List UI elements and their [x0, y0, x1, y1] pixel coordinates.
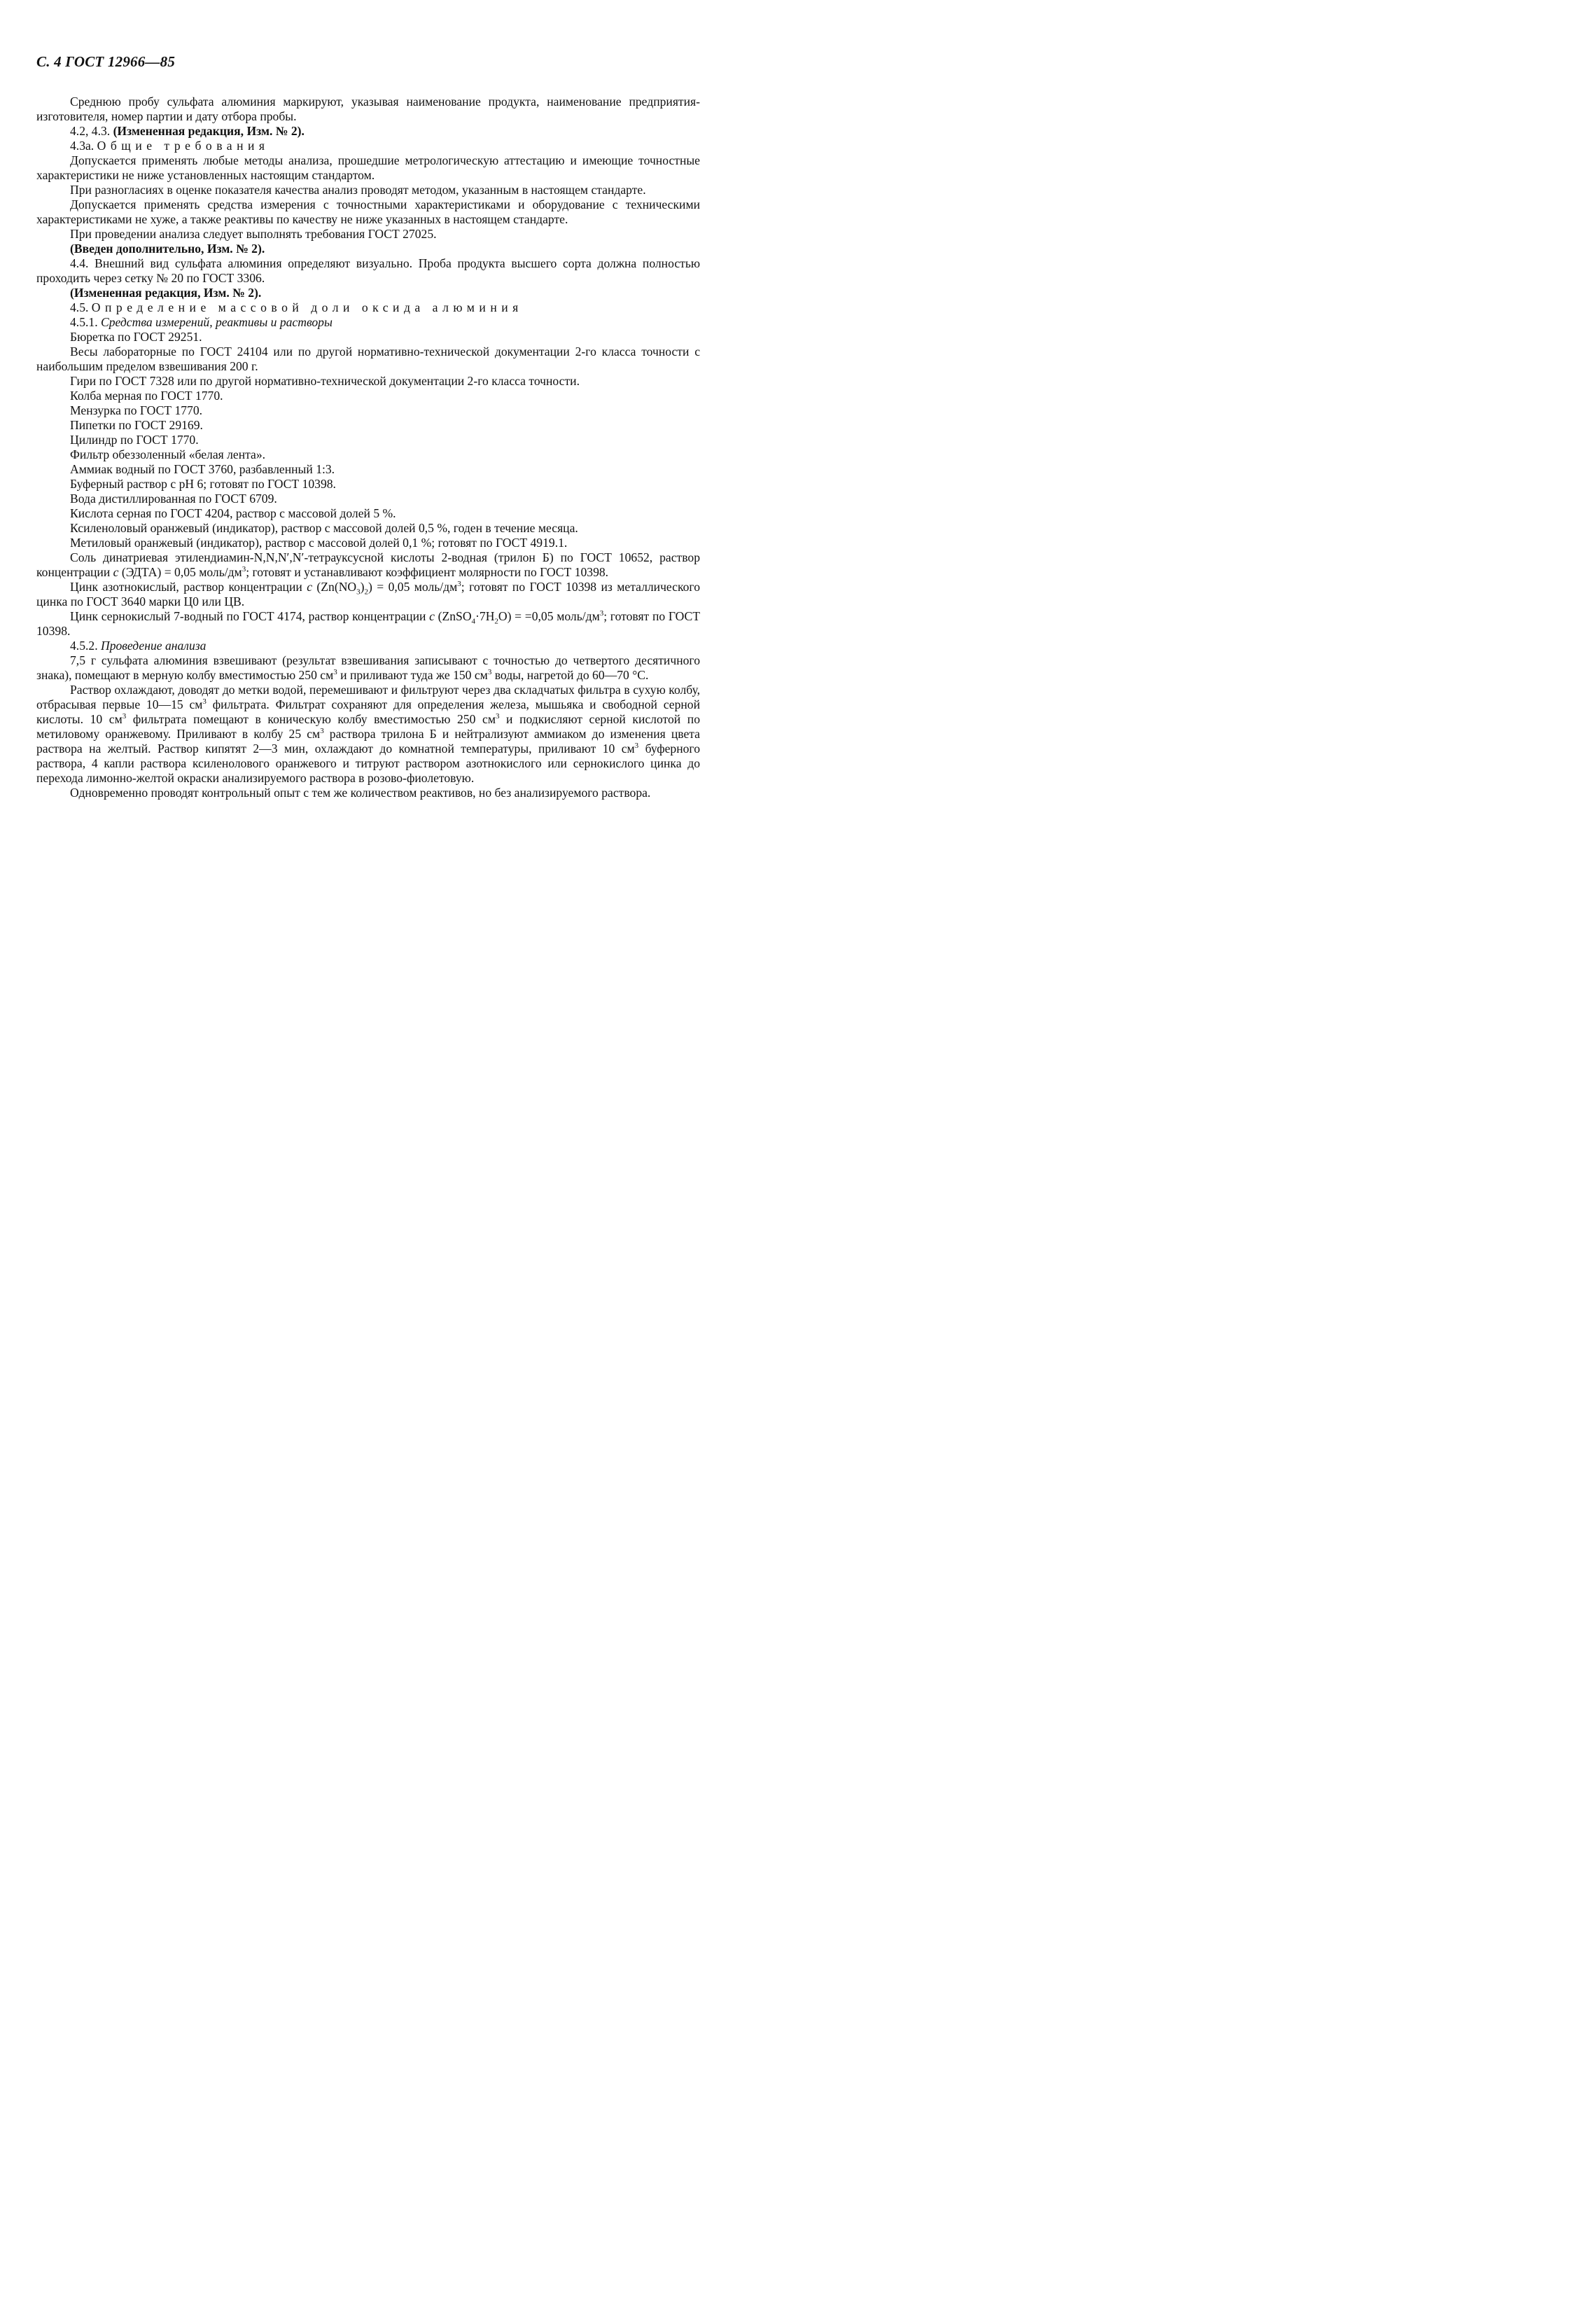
subscript: 2 — [364, 587, 368, 597]
list-item: Метиловый оранжевый (индикатор), раствор с массовой долей 0,1 %; готовят по ГОСТ 4919.1. — [70, 536, 568, 550]
paragraph: При разногласиях в оценке показателя качества анализ проводят методом, указанным в настоящем стандарте. — [70, 183, 646, 197]
superscript: 3 — [333, 668, 337, 677]
text-run: фильтрата помещают в коническую колбу вместимостью 250 см — [126, 712, 496, 726]
paragraph: Допускается применять средства измерения с точностными характеристиками и оборудование с техническими характеристиками не хуже, а также реактивы по качеству не ниже указанных в настоящем стандарте. — [36, 197, 700, 226]
list-item-trilon — [36, 550, 700, 580]
list-item: Весы лабораторные по ГОСТ 24104 или по другой нормативно-технической документации 2-го класса точности с наибольшим пределом взвешивания 200 г. — [36, 345, 700, 373]
superscript: 3 — [634, 742, 639, 751]
superscript: 3 — [122, 712, 127, 721]
document-page — [0, 0, 753, 1098]
paragraph: При проведении анализа следует выполнять требования ГОСТ 27025. — [70, 227, 437, 241]
paragraph-titration — [36, 683, 700, 786]
list-item-zinc-nitrate — [36, 580, 700, 609]
text-run: ) = 0,05 моль/дм — [368, 580, 458, 594]
section-title: Определение массовой доли оксида алюминия — [91, 300, 523, 314]
list-item: Фильтр обеззоленный «белая лента». — [70, 447, 266, 461]
text-run: ; готовят по ГОСТ 10398 из металлического цинка по ГОСТ 3640 марки Ц0 или ЦВ. — [36, 580, 700, 608]
subsection-heading-instruments — [36, 315, 700, 330]
superscript: 3 — [242, 565, 246, 574]
list-item: Кислота серная по ГОСТ 4204, раствор с массовой долей 5 %. — [70, 506, 396, 520]
text-run: и приливают туда же 150 см — [337, 668, 488, 682]
list-item: Аммиак водный по ГОСТ 3760, разбавленный 1:3. — [70, 462, 335, 476]
subsection-number: 4.5.1. — [70, 315, 98, 329]
amendment-note — [36, 124, 700, 139]
document-body — [36, 95, 700, 800]
superscript: 3 — [495, 712, 500, 721]
subsection-title: Проведение анализа — [101, 639, 207, 653]
list-item: Мензурка по ГОСТ 1770. — [70, 403, 203, 417]
amendment-note: (Введен дополнительно, Изм. № 2). — [70, 242, 265, 256]
page-header: С. 4 ГОСТ 12966—85 — [36, 53, 176, 70]
text-run: 7,5 г сульфата алюминия взвешивают (результат взвешивания записывают с точностью до четвертого десятичного знака), помещают в мерную колбу вместимостью 250 см — [36, 653, 700, 682]
superscript: 3 — [599, 609, 604, 618]
section-heading-alumina — [36, 300, 700, 315]
paragraph: Допускается применять любые методы анализа, прошедшие метрологическую аттестацию и имеющие точностные характеристики не ниже установленных настоящим стандартом. — [36, 153, 700, 182]
text-run: буферного раствора, 4 капли раствора ксиленолового оранжевого и титруют раствором азотнокислого или сернокислого цинка до перехода лимонно-желтой окраски анализируемого раствора в розово-фиолетовую. — [36, 742, 700, 785]
subscript: 2 — [494, 617, 498, 626]
section-number: 4.3а. — [70, 139, 95, 153]
text-run: Цинк сернокислый 7-водный по ГОСТ 4174, раствор концентрации — [70, 609, 430, 623]
section-number: 4.5. — [70, 300, 89, 314]
text-run: с — [113, 565, 119, 579]
text-run: ) — [360, 580, 365, 594]
superscript: 3 — [457, 580, 461, 589]
paragraph-control: Одновременно проводят контрольный опыт с тем же количеством реактивов, но без анализируемого раствора. — [70, 786, 651, 800]
paragraph: 4.4. Внешний вид сульфата алюминия определяют визуально. Проба продукта высшего сорта должна полностью проходить через сетку № 20 по ГОСТ 3306. — [36, 256, 700, 285]
text-run: и подкисляют серной кислотой по метиловому оранжевому. Приливают в колбу 25 см — [36, 712, 701, 741]
text-run: ; готовят и устанавливают коэффициент молярности по ГОСТ 10398. — [246, 565, 609, 579]
list-item: Гири по ГОСТ 7328 или по другой нормативно-технической документации 2-го класса точности. — [70, 374, 580, 388]
section-title: Общие требования — [97, 139, 270, 153]
text-run: с — [307, 580, 313, 594]
text-run: Раствор охлаждают, доводят до метки водой, перемешивают и фильтруют через два складчатых фильтра в сухую колбу, отбрасывая первые 10—15 см — [36, 683, 700, 711]
list-item: Цилиндр по ГОСТ 1770. — [70, 433, 199, 447]
paragraph-sample-marking: Среднюю пробу сульфата алюминия маркируют, указывая наименование продукта, наименование предприятия-изготовителя, номер партии и дату отбора пробы. — [36, 95, 700, 123]
superscript: 3 — [320, 727, 324, 736]
amendment-note: (Измененная редакция, Изм. № 2). — [70, 286, 262, 300]
list-item: Колба мерная по ГОСТ 1770. — [70, 389, 223, 403]
superscript: 3 — [202, 697, 207, 707]
subscript: 4 — [471, 617, 476, 626]
list-item-zinc-sulfate — [36, 609, 700, 639]
list-item: Пипетки по ГОСТ 29169. — [70, 418, 203, 432]
subscript: 3 — [356, 587, 361, 597]
superscript: 3 — [487, 668, 492, 677]
list-item: Бюретка по ГОСТ 29251. — [70, 330, 202, 344]
text-run: воды, нагретой до 60—70 °С. — [491, 668, 649, 682]
paragraph-weighing — [36, 653, 700, 683]
subsection-heading-procedure — [36, 639, 700, 653]
text-run: ; готовят по ГОСТ 10398. — [36, 609, 700, 638]
text-run: (Измененная редакция, Изм. № 2). — [113, 124, 305, 138]
text-run: (ZnSO — [434, 609, 472, 623]
text-run: ·7H — [475, 609, 495, 623]
text-run: Цинк азотнокислый, раствор концентрации — [70, 580, 307, 594]
text-run: с — [429, 609, 435, 623]
text-run: раствора трилона Б и нейтрализуют аммиаком до изменения цвета раствора на желтый. Раствор кипятят 2—3 мин, охлаждают до комнатной температуры, приливают 10 см — [36, 727, 700, 756]
text-run: O) = =0,05 моль/дм — [498, 609, 600, 623]
list-item: Вода дистиллированная по ГОСТ 6709. — [70, 492, 277, 506]
list-item: Буферный раствор с pH 6; готовят по ГОСТ 10398. — [70, 477, 336, 491]
subsection-number: 4.5.2. — [70, 639, 98, 653]
subsection-title: Средства измерений, реактивы и растворы — [101, 315, 333, 329]
list-item: Ксиленоловый оранжевый (индикатор), раствор с массовой долей 0,5 %, годен в течение месяца. — [70, 521, 578, 535]
text-run: Соль динатриевая этилендиамин-N,N,N′,N′-тетрауксусной кислоты 2-водная (трилон Б) по ГОСТ 10652, раствор концентрации — [36, 550, 700, 579]
section-heading-general — [36, 139, 700, 153]
text-run: 4.2, 4.3. — [70, 124, 113, 138]
text-run: (Zn(NO — [312, 580, 357, 594]
text-run: фильтрата. Фильтрат сохраняют для определения железа, мышьяка и свободной серной кислоты. 10 см — [36, 697, 700, 726]
text-run: (ЭДТА) = 0,05 моль/дм — [118, 565, 242, 579]
